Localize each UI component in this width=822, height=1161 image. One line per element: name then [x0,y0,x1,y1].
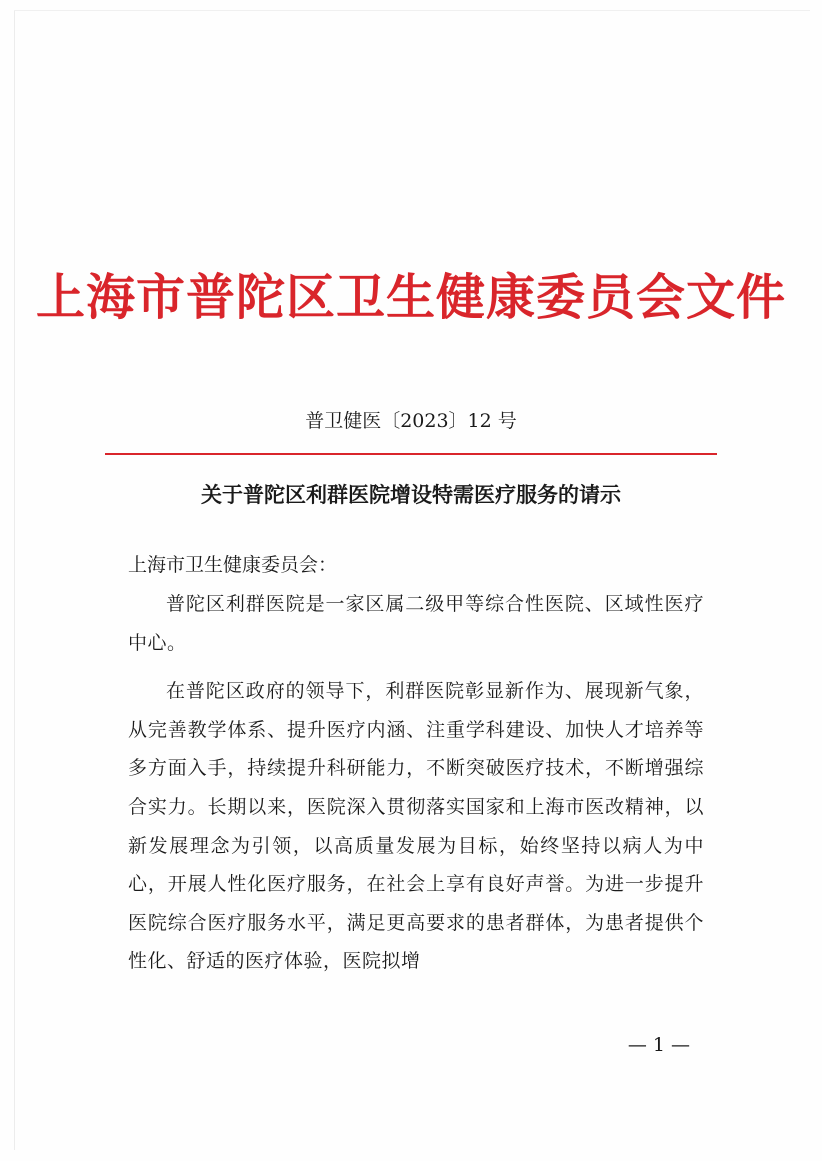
scan-edge-left [14,10,15,1150]
document-number: 普卫健医〔2023〕12 号 [305,410,517,432]
salutation: 上海市卫生健康委员会： [128,554,338,576]
document-body [128,585,704,991]
body-paragraph: 普陀区利群医院是一家区属二级甲等综合性医院、区域性医疗中心。 [128,593,704,654]
issuing-organization-title: 上海市普陀区卫生健康委员会文件 [35,268,786,326]
red-separator-line [105,453,717,455]
body-paragraph: 在普陀区政府的领导下，利群医院彰显新作为、展现新气象，从完善教学体系、提升医疗内涵、注重学科建设、加快人才培养等多方面入手，持续提升科研能力，不断突破医疗技术，不断增强综合实力。长期以来，医院深入贯彻落实国家和上海市医改精神，以新发展理念为引领，以高质量发展为目标，始终坚持以病人为中心，开展人性化医疗服务，在社会上享有良好声誉。为进一步提升医院综合医疗服务水平，满足更高要求的患者群体，为患者提供个性化、舒适的医疗体验，医院拟增 [128,680,704,973]
document-title: 关于普陀区利群医院增设特需医疗服务的请示 [201,482,621,507]
scan-edge-top [14,10,810,11]
page-number: — 1 — [627,1034,690,1056]
